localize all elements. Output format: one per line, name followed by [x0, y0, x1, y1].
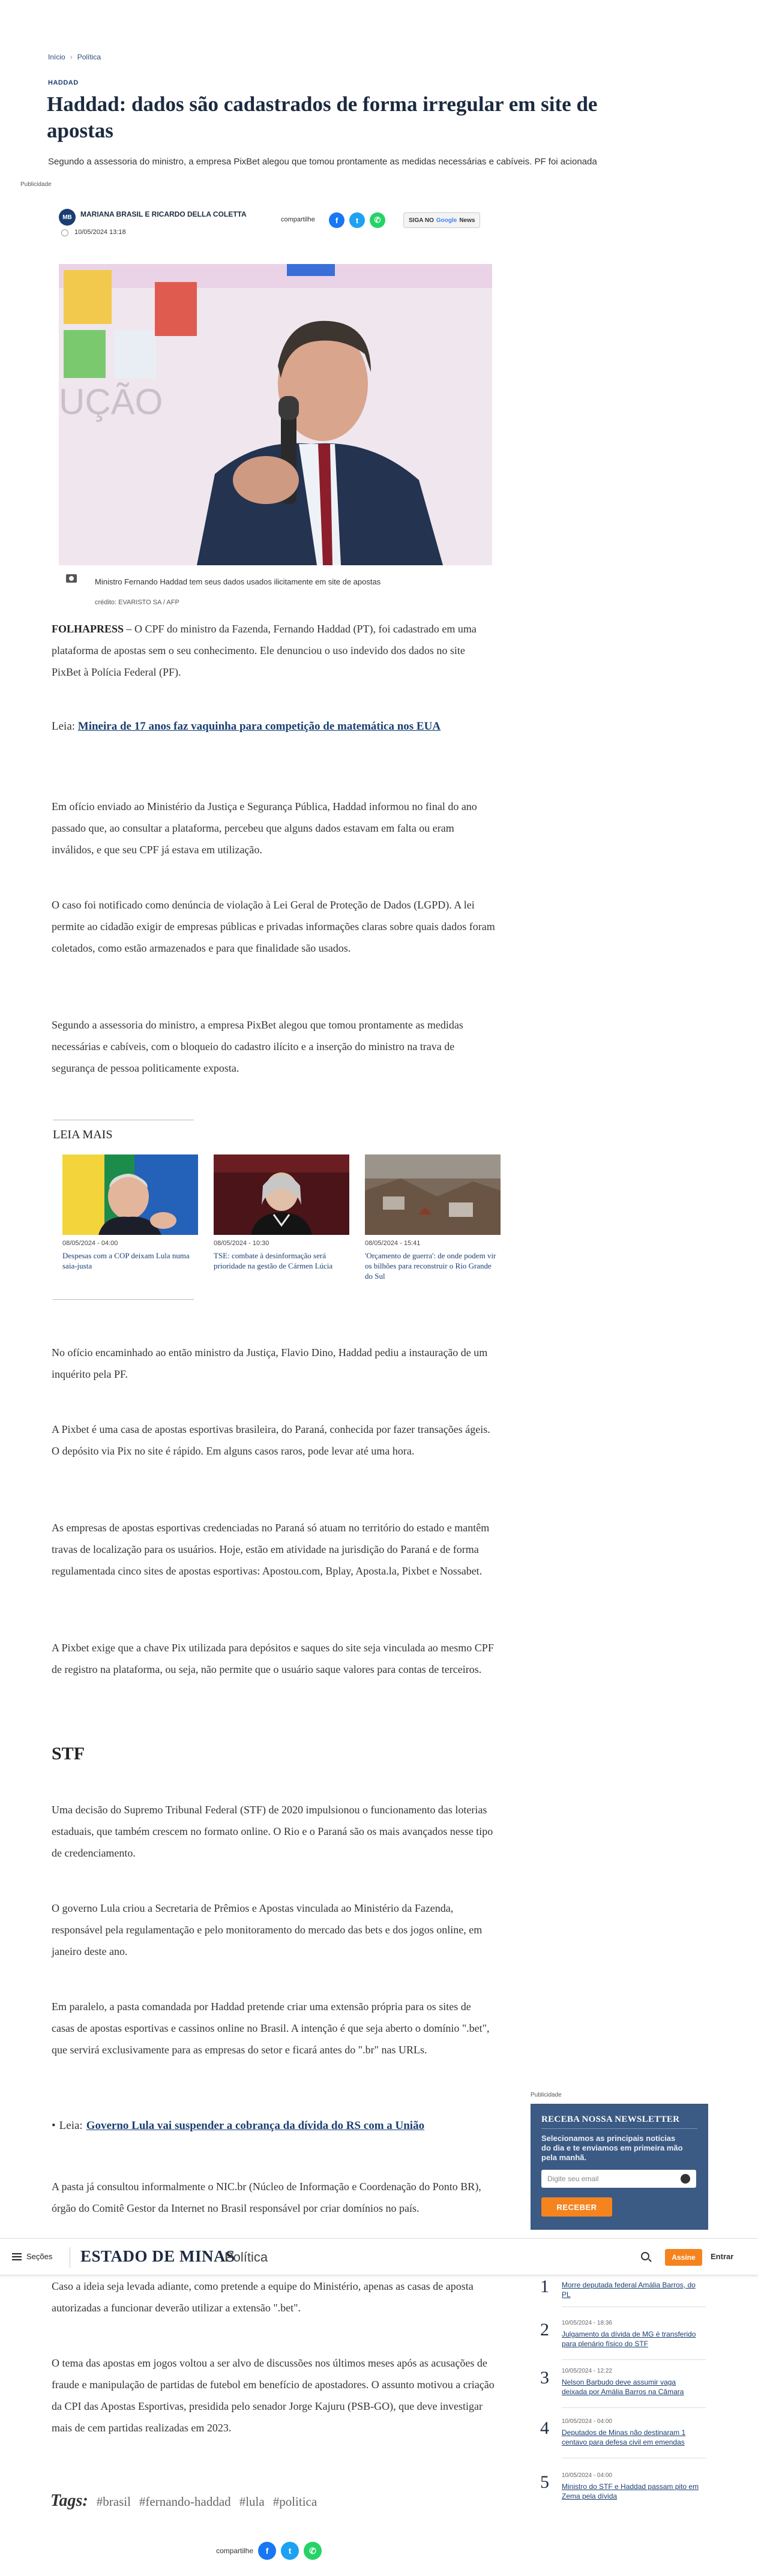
ranking-number: 3	[540, 2368, 549, 2388]
avatar: MB	[59, 209, 76, 226]
google-news-brand: Google	[436, 217, 457, 224]
card-date: 08/05/2024 - 04:00	[62, 1240, 118, 1247]
newsletter-placeholder: Digite seu email	[547, 2175, 599, 2183]
card-title[interactable]: Despesas com a COP deixam Lula numa saia-justa	[62, 1251, 190, 1270]
section-heading: STF	[52, 1744, 85, 1764]
paragraph: Caso a ideia seja levada adiante, como pretende a equipe do Ministério, apenas as casas de aposta autorizadas a funcionar deverão utilizar a extensão ".bet".	[52, 2280, 474, 2314]
share-bottom	[216, 2542, 322, 2560]
breadcrumb-home-link[interactable]: Início	[48, 53, 65, 61]
google-news-suffix: News	[459, 217, 475, 224]
hero-illustration	[59, 264, 492, 565]
read-more-thumbnail[interactable]	[62, 1154, 198, 1235]
sections-menu-label[interactable]: Seções	[26, 2252, 53, 2261]
paragraph: O caso foi notificado como denúncia de violação à Lei Geral de Proteção de Dados (LGPD). A lei permite ao cidadão exigir de empresas públicas e privadas informações claras sobre quais dados foram coletados, como estão armazenados e para que finalidade são usados.	[52, 899, 495, 954]
whatsapp-icon[interactable]: ✆	[370, 212, 385, 228]
ranking-item[interactable]	[540, 2320, 708, 2365]
tag-link[interactable]: #politica	[272, 2494, 317, 2509]
ranking-item[interactable]	[540, 2472, 708, 2518]
divider	[541, 2128, 697, 2129]
newsletter-box	[531, 2104, 708, 2230]
clock-icon	[61, 229, 68, 236]
twitter-icon[interactable]: t	[349, 212, 365, 228]
ranking-item[interactable]	[540, 2418, 708, 2464]
related-prefix: Leia:	[59, 2119, 83, 2132]
related-prefix: Leia:	[52, 720, 78, 733]
newsletter-submit-button[interactable]: RECEBER	[541, 2197, 612, 2217]
whatsapp-icon[interactable]: ✆	[304, 2542, 322, 2560]
read-more-thumbnail[interactable]	[365, 1154, 501, 1235]
paragraph: O governo Lula criou a Secretaria de Prêmios e Apostas vinculada ao Ministério da Fazenda, responsável pela regulamentação e pelo monitoramento do mercado das bets e dos jogos online, em janeiro deste ano.	[52, 1902, 483, 1957]
read-more-thumbnail[interactable]	[214, 1154, 349, 1235]
read-more-card[interactable]	[365, 1154, 501, 1281]
share-label: compartilhe	[281, 216, 315, 223]
image-credit: crédito: EVARISTO SA / AFP	[95, 599, 179, 606]
paragraph: O tema das apostas em jogos voltou a ser alvo de discussões nos últimos meses após as acusações de fraude e manipulação de partidas de futebol em benefício de apostadores. O assunto motivou a criação da CPI das Apostas Esportivas, presidida pelo senador Jorge Kajuru (PSB-GO), que deve investigar mais de cem partidas realizadas em 2023.	[52, 2357, 495, 2434]
paragraph	[52, 618, 496, 683]
tag-link[interactable]: #brasil	[96, 2494, 131, 2509]
ranking-number: 2	[540, 2320, 549, 2340]
captcha-icon	[681, 2174, 690, 2184]
ranking-date: 10/05/2024 - 04:00	[562, 2418, 612, 2425]
search-icon[interactable]	[641, 2252, 649, 2260]
paragraph: Em paralelo, a pasta comandada por Haddad pretende criar uma extensão própria para os sites de casas de apostas esportivas e cassinos online no Brasil. A intenção é que seja aberto o domínio ".bet", que servirá exclusivamente para as empresas do setor e ficará antes do ".br" nas URLs.	[52, 2001, 490, 2056]
ranking-number: 5	[540, 2472, 549, 2492]
source-tag: FOLHAPRESS	[52, 623, 124, 635]
paragraph: No ofício encaminhado ao então ministro da Justiça, Flavio Dino, Haddad pediu a instauração de um inquérito pela PF.	[52, 1347, 488, 1380]
google-news-button[interactable]	[403, 212, 480, 228]
divider	[562, 2407, 706, 2408]
ranking-title[interactable]: Morre deputada federal Amália Barros, do PL	[562, 2281, 696, 2299]
card-illustration	[365, 1154, 501, 1235]
article-date: 10/05/2024 13:18	[74, 229, 126, 236]
share-label: compartilhe	[216, 2547, 254, 2555]
paragraph: As empresas de apostas esportivas credenciadas no Paraná só atuam no território do estado e mantêm travas de localização para os usuários. Hoje, estão em atividade na jurisdição do Paraná e de forma regulamentada cinco sites de apostas esportivas: Apostou.com, Bplay, Aposta.la, Pixbet e Nossabet.	[52, 1522, 490, 1577]
divider	[562, 2359, 706, 2360]
tags-label: Tags:	[50, 2491, 88, 2510]
related-link-text[interactable]: Governo Lula vai suspender a cobrança da dívida do RS com a União	[86, 2119, 425, 2132]
article-authors[interactable]: MARIANA BRASIL E RICARDO DELLA COLETTA	[80, 210, 247, 218]
ranking-title[interactable]: Nelson Barbudo deve assumir vaga deixada por Amália Barros na Câmara	[562, 2378, 684, 2396]
read-more-title: LEIA MAIS	[53, 1128, 113, 1141]
newsletter-description: Selecionamos as principais notícias do dia e te enviamos em primeira mão pela manhã.	[541, 2134, 683, 2162]
camera-icon	[66, 574, 77, 583]
subscribe-button[interactable]: Assine	[665, 2249, 702, 2266]
ranking-number: 4	[540, 2418, 549, 2438]
google-news-prefix: SIGA NO	[409, 217, 434, 224]
newsletter-email-input[interactable]	[541, 2170, 696, 2188]
tag-link[interactable]: #lula	[239, 2494, 265, 2509]
paragraph: Segundo a assessoria do ministro, a empresa PixBet alegou que tomou prontamente as medidas necessárias e cabíveis, com o bloqueio do cadastro ilícito e a inserção do ministro na trava de segurança de pessoa politicamente exposta.	[52, 1019, 463, 1074]
article-subtitle: Segundo a assessoria do ministro, a empresa PixBet alegou que tomou prontamente as medidas necessárias e cabíveis. PF foi acionada	[48, 157, 597, 167]
tag-link[interactable]: #fernando-haddad	[139, 2494, 231, 2509]
menu-icon[interactable]	[12, 2253, 22, 2260]
ranking-title[interactable]: Ministro do STF e Haddad passam pito em Zema pela dívida	[562, 2482, 699, 2500]
facebook-icon[interactable]: f	[329, 212, 344, 228]
card-date: 08/05/2024 - 10:30	[214, 1240, 269, 1247]
paragraph: A Pixbet exige que a chave Pix utilizada para depósitos e saques do site seja vinculada ao mesmo CPF de registro na plataforma, ou seja, não permite que o usuário saque valores para contas de terceiros.	[52, 1642, 494, 1675]
related-link	[52, 2115, 496, 2137]
tags	[50, 2491, 317, 2511]
breadcrumb	[48, 53, 101, 61]
paragraph: Em ofício enviado ao Ministério da Justiça e Segurança Pública, Haddad informou no final do ano passado que, ao consultar a plataforma, percebeu que alguns dados estavam em falta ou eram inválidos, e que seu CPF já estava em utilização.	[52, 800, 477, 856]
site-logo[interactable]: ESTADO DE MINAS	[80, 2247, 235, 2265]
ranking-item[interactable]	[540, 2277, 708, 2310]
card-illustration	[62, 1154, 198, 1235]
article-title: Haddad: dados são cadastrados de forma irregular em site de apostas	[47, 92, 598, 142]
sticky-header	[0, 2238, 758, 2275]
header-section-name[interactable]: Política	[224, 2250, 268, 2265]
paragraph: A pasta já consultou informalmente o NIC.br (Núcleo de Informação e Coordenação do Ponto BR), órgão do Comitê Gestor da Internet no Brasil responsável por criar domínios no país.	[52, 2181, 481, 2214]
divider	[53, 1299, 194, 1300]
paragraph: Uma decisão do Supremo Tribunal Federal (STF) de 2020 impulsionou o funcionamento das loterias estaduais, que também crescem no formato online. O Rio e o Paraná são os mais avançados nesse tipo de credenciamento.	[52, 1804, 493, 1859]
hero-image	[59, 264, 492, 565]
section-tag[interactable]: HADDAD	[48, 79, 79, 86]
ranking-date: 10/05/2024 - 12:22	[562, 2368, 612, 2374]
login-link[interactable]: Entrar	[711, 2252, 734, 2261]
ranking-date: 10/05/2024 - 04:00	[562, 2472, 612, 2479]
newsletter-title: RECEBA NOSSA NEWSLETTER	[541, 2115, 680, 2124]
image-caption: Ministro Fernando Haddad tem seus dados usados ilicitamente em site de apostas	[95, 577, 381, 586]
breadcrumb-section-link[interactable]: Política	[77, 53, 101, 61]
ad-label: Publicidade	[531, 2092, 562, 2098]
ranking-title[interactable]: Deputados de Minas não destinaram 1 centavo para defesa civil em emendas	[562, 2428, 686, 2446]
related-link	[52, 715, 496, 738]
twitter-icon[interactable]: t	[281, 2542, 299, 2560]
card-title[interactable]: TSE: combate à desinformação será prioridade na gestão de Cármen Lúcia	[214, 1251, 333, 1270]
ranking-number: 1	[540, 2277, 549, 2296]
read-more-card[interactable]	[62, 1154, 198, 1271]
facebook-icon[interactable]: f	[258, 2542, 276, 2560]
card-date: 08/05/2024 - 15:41	[365, 1240, 421, 1247]
card-title[interactable]: 'Orçamento de guerra': de onde podem vir os bilhões para reconstruir o Rio Grande do Sul	[365, 1251, 496, 1280]
bullet: •	[52, 2119, 56, 2132]
paragraph-text: – O CPF do ministro da Fazenda, Fernando Haddad (PT), foi cadastrado em uma plataforma de apostas sem o seu conhecimento. Ele denunciou o uso indevido dos dados no site PixBet à Polícia Federal (PF).	[52, 623, 477, 678]
related-link-text[interactable]: Mineira de 17 anos faz vaquinha para competição de matemática nos EUA	[77, 720, 441, 733]
ranking-title[interactable]: Julgamento da dívida de MG é transferido para plenário físico do STF	[562, 2330, 696, 2348]
ad-label: Publicidade	[20, 181, 52, 188]
hero-overlay-text: UÇÃO	[59, 382, 163, 422]
card-illustration	[214, 1154, 349, 1235]
read-more-card[interactable]	[214, 1154, 349, 1271]
ranking-item[interactable]	[540, 2368, 708, 2413]
chevron-right-icon: ›	[70, 53, 73, 61]
ranking-date: 10/05/2024 - 18:36	[562, 2320, 612, 2326]
author-row	[59, 206, 491, 236]
paragraph: A Pixbet é uma casa de apostas esportivas brasileira, do Paraná, conhecida por fazer transações ágeis. O depósito via Pix no site é rápido. Em alguns casos raros, pode levar até uma hora.	[52, 1423, 490, 1457]
